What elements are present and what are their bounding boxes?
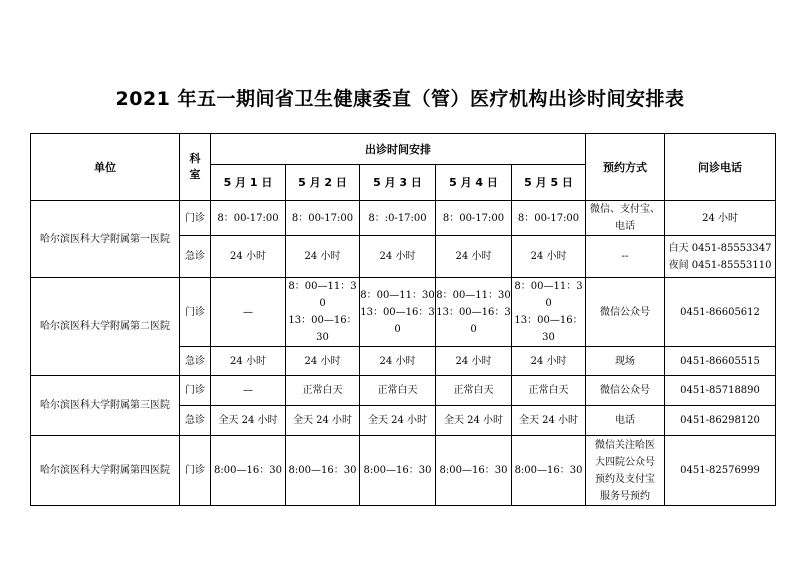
page-title: 2021 年五一期间省卫生健康委直（管）医疗机构出诊时间安排表 — [115, 88, 685, 110]
day-cell — [360, 406, 436, 436]
booking-text: 微信、支付宝、 — [590, 204, 661, 215]
table-row — [31, 436, 776, 506]
header-phone: 问诊电话 — [665, 134, 776, 201]
phone-text: 白天 0451-85553347 — [668, 242, 772, 254]
day-cell — [512, 436, 586, 506]
day-text: 8：00—11：30 — [360, 289, 435, 301]
day-cell — [211, 347, 286, 376]
day-text: 8:00—16：30 — [363, 465, 432, 476]
day-cell — [286, 347, 360, 376]
table-row — [31, 376, 776, 406]
day-text: 8:00—16：30 — [214, 465, 282, 476]
day-cell — [211, 236, 286, 278]
phone-text: 24 小时 — [702, 212, 738, 224]
day-text: 13：00—16：30 — [288, 315, 357, 343]
day-cell — [211, 376, 286, 406]
header-day: 5 月 1 日 — [211, 165, 286, 201]
day-text: 全天 24 小时 — [367, 415, 428, 426]
dept-cell: 急诊 — [180, 406, 211, 436]
booking-cell — [586, 278, 665, 347]
unit-cell: 哈尔滨医科大学附属第四医院 — [31, 436, 180, 506]
day-text: 24 小时 — [304, 251, 341, 262]
day-cell — [512, 376, 586, 406]
header-day: 5 月 4 日 — [436, 165, 512, 201]
day-cell — [286, 376, 360, 406]
day-cell — [286, 278, 360, 347]
day-text: 全天 24 小时 — [218, 415, 278, 426]
day-cell — [512, 347, 586, 376]
day-text: 13：00—16：30 — [360, 306, 435, 335]
day-cell — [436, 236, 512, 278]
day-text: — — [243, 385, 253, 396]
booking-text: 电话 — [615, 415, 636, 426]
unit-cell: 哈尔滨医科大学附属第三医院 — [31, 376, 180, 436]
phone-text: 0451-86605612 — [680, 306, 760, 318]
day-text: 正常白天 — [528, 385, 569, 396]
day-text: 24 小时 — [455, 251, 492, 262]
day-text: 24 小时 — [230, 251, 266, 262]
day-text: 8：00-17:00 — [291, 212, 354, 224]
day-text: 13：00—16：30 — [514, 315, 583, 343]
day-cell — [512, 201, 586, 236]
phone-cell — [665, 236, 776, 278]
day-cell — [360, 236, 436, 278]
day-text: 8：00-17:00 — [517, 212, 580, 224]
phone-text: 0451-86605515 — [680, 355, 760, 367]
day-text: 8:00—16：30 — [288, 465, 357, 476]
day-cell — [512, 278, 586, 347]
day-cell — [211, 201, 286, 236]
day-cell — [360, 376, 436, 406]
day-cell — [512, 406, 586, 436]
phone-text: 夜间 0451-85553110 — [668, 259, 772, 271]
day-cell — [436, 436, 512, 506]
table-row — [31, 201, 776, 236]
day-text: 8：00-17:00 — [217, 212, 279, 224]
phone-cell — [665, 278, 776, 347]
phone-cell — [665, 201, 776, 236]
dept-cell: 门诊 — [180, 201, 211, 236]
header-dept: 科室 — [180, 134, 211, 201]
day-text: 全天 24 小时 — [292, 415, 353, 426]
day-text: 8：00—11：30 — [288, 281, 357, 309]
schedule-body — [31, 201, 776, 506]
header-booking: 预约方式 — [586, 134, 665, 201]
booking-cell — [586, 376, 665, 406]
day-cell — [436, 278, 512, 347]
dept-cell: 急诊 — [180, 236, 211, 278]
day-text: 24 小时 — [304, 355, 341, 367]
day-text: 8：00—11：30 — [514, 281, 583, 309]
day-text: 8:00—16：30 — [439, 465, 508, 476]
day-text: 13：00—16：30 — [436, 306, 511, 335]
booking-text: 大四院公众号 — [595, 456, 656, 468]
dept-cell: 门诊 — [180, 278, 211, 347]
day-text: 全天 24 小时 — [443, 415, 504, 426]
schedule-table — [30, 133, 776, 506]
day-cell — [286, 236, 360, 278]
day-text: 24 小时 — [455, 355, 492, 367]
day-cell — [360, 436, 436, 506]
day-text: 8：:0-17:00 — [368, 212, 427, 224]
day-text: 24 小时 — [230, 355, 266, 367]
day-cell — [286, 201, 360, 236]
day-text: 全天 24 小时 — [518, 415, 579, 426]
day-text: 8:00—16：30 — [514, 465, 583, 476]
day-text: 8：00—11：30 — [436, 289, 511, 301]
phone-text: 0451-82576999 — [680, 465, 760, 476]
day-cell — [512, 236, 586, 278]
day-text: — — [243, 306, 253, 318]
day-cell — [286, 406, 360, 436]
phone-cell — [665, 376, 776, 406]
day-text: 24 小时 — [379, 251, 416, 262]
booking-text: 服务号预约 — [600, 490, 651, 502]
booking-cell — [586, 236, 665, 278]
day-cell — [211, 436, 286, 506]
day-text: 24 小时 — [530, 251, 567, 262]
booking-text: 微信关注哈医 — [595, 439, 656, 451]
booking-text: 电话 — [615, 221, 636, 232]
day-text: 正常白天 — [302, 385, 343, 396]
day-text: 24 小时 — [530, 355, 567, 367]
phone-text: 0451-86298120 — [680, 415, 760, 426]
phone-text: 0451-85718890 — [680, 385, 760, 396]
booking-text: 现场 — [615, 355, 636, 367]
day-cell — [436, 347, 512, 376]
day-cell — [436, 406, 512, 436]
day-cell — [360, 347, 436, 376]
day-cell — [436, 201, 512, 236]
phone-cell — [665, 436, 776, 506]
table-row — [31, 278, 776, 347]
unit-cell: 哈尔滨医科大学附属第二医院 — [31, 278, 180, 376]
day-cell — [436, 376, 512, 406]
unit-cell: 哈尔滨医科大学附属第一医院 — [31, 201, 180, 278]
dept-cell: 急诊 — [180, 347, 211, 376]
dept-cell: 门诊 — [180, 436, 211, 506]
day-cell — [286, 436, 360, 506]
booking-cell — [586, 436, 665, 506]
phone-cell — [665, 406, 776, 436]
booking-text: 预约及支付宝 — [595, 473, 656, 485]
day-cell — [360, 201, 436, 236]
day-text: 正常白天 — [377, 385, 418, 396]
booking-text: 微信公众号 — [600, 306, 651, 318]
day-cell — [211, 278, 286, 347]
booking-cell — [586, 201, 665, 236]
header-day: 5 月 3 日 — [360, 165, 436, 201]
header-day: 5 月 5 日 — [512, 165, 586, 201]
dept-cell: 门诊 — [180, 376, 211, 406]
day-text: 正常白天 — [453, 385, 494, 396]
phone-cell — [665, 347, 776, 376]
booking-text: 微信公众号 — [600, 385, 651, 396]
day-text: 8：00-17:00 — [442, 212, 505, 224]
header-schedule: 出诊时间安排 — [211, 134, 586, 165]
header-unit: 单位 — [31, 134, 180, 201]
day-text: 24 小时 — [379, 355, 416, 367]
day-cell — [360, 278, 436, 347]
booking-cell — [586, 406, 665, 436]
booking-cell — [586, 347, 665, 376]
day-cell — [211, 406, 286, 436]
header-day: 5 月 2 日 — [286, 165, 360, 201]
booking-text: -- — [621, 251, 629, 262]
